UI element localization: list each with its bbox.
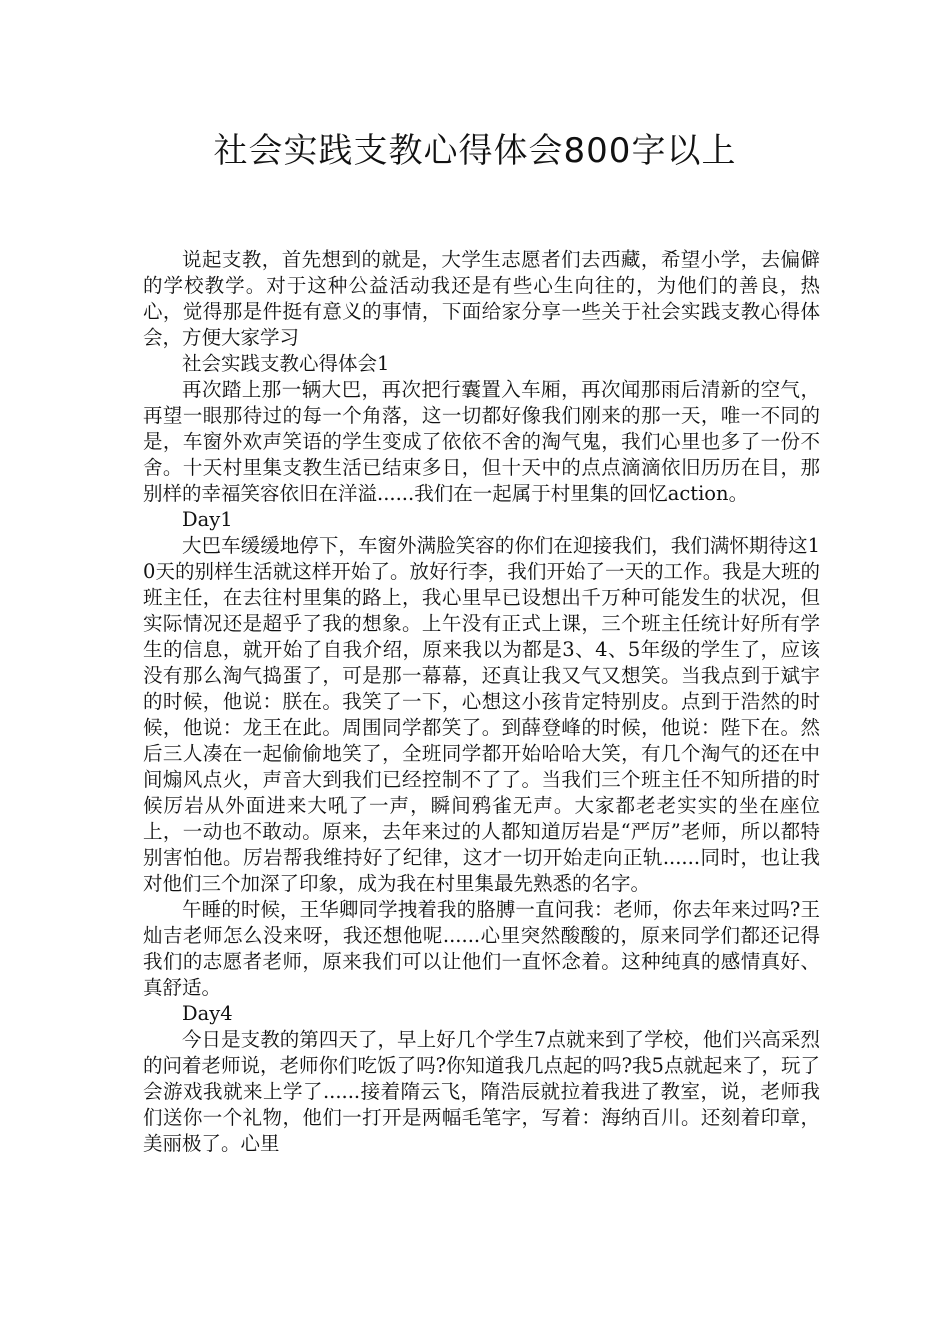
day-heading: Day1 — [182, 508, 233, 531]
document-title: 社会实践支教心得体会800字以上 — [213, 131, 737, 171]
intro-paragraph: 说起支教，首先想到的就是，大学生志愿者们去西藏，希望小学，去偏僻的学校教学。对于这种公益活动我还是有些心生向往的，为他们的善良，热心，觉得那是件挺有意义的事情，下面给家分享一些关于社会实践支教心得体会，方便大家学习 — [143, 248, 820, 349]
body-paragraph: 再次踏上那一辆大巴，再次把行囊置入车厢，再次闻那雨后清新的空气，再望一眼那待过的每一个角落，这一切都好像我们刚来的那一天，唯一不同的是，车窗外欢声笑语的学生变成了依依不舍的淘气鬼，我们心里也多了一份不舍。十天村里集支教生活已结束多日，但十天中的点点滴滴依旧历历在目，那别样的幸福笑容依旧在洋溢......我们在一起属于村里集的回忆action。 — [143, 378, 820, 505]
body-paragraph: 今日是支教的第四天了，早上好几个学生7点就来到了学校，他们兴高采烈的问着老师说，老师你们吃饭了吗?你知道我几点起的吗?我5点就起来了，玩了会游戏我就来上学了......接着隋云飞，隋浩辰就拉着我进了教室，说，老师我们送你一个礼物，他们一打开是两幅毛笔字，写着：海纳百川。还刻着印章，美丽极了。心里 — [143, 1028, 820, 1155]
section-heading: 社会实践支教心得体会1 — [182, 352, 390, 375]
document-body — [143, 247, 820, 1157]
day-heading: Day4 — [182, 1002, 233, 1025]
body-paragraph: 午睡的时候，王华卿同学拽着我的胳膊一直问我：老师，你去年来过吗?王灿吉老师怎么没来呀，我还想他呢......心里突然酸酸的，原来同学们都还记得我们的志愿者老师，原来我们可以让他们一直怀念着。这种纯真的感情真好、真舒适。 — [143, 898, 820, 999]
body-paragraph: 大巴车缓缓地停下，车窗外满脸笑容的你们在迎接我们，我们满怀期待这10天的别样生活就这样开始了。放好行李，我们开始了一天的工作。我是大班的班主任，在去往村里集的路上，我心里早已设想出千万种可能发生的状况，但实际情况还是超乎了我的想象。上午没有正式上课，三个班主任统计好所有学生的信息，就开始了自我介绍，原来我以为都是3、4、5年级的学生了，应该没有那么淘气捣蛋了，可是那一幕幕，还真让我又气又想笑。当我点到于斌宇的时候，他说：朕在。我笑了一下，心想这小孩肯定特别皮。点到于浩然的时候，他说：龙王在此。周围同学都笑了。到薛登峰的时候，他说：陛下在。然后三人凑在一起偷偷地笑了，全班同学都开始哈哈大笑，有几个淘气的还在中间煽风点火，声音大到我们已经控制不了了。当我们三个班主任不知所措的时候厉岩从外面进来大吼了一声，瞬间鸦雀无声。大家都老老实实的坐在座位上，一动也不敢动。原来，去年来过的人都知道厉岩是“严厉”老师，所以都特别害怕他。厉岩帮我维持好了纪律，这才一切开始走向正轨......同时，也让我对他们三个加深了印象，成为我在村里集最先熟悉的名字。 — [143, 534, 820, 895]
